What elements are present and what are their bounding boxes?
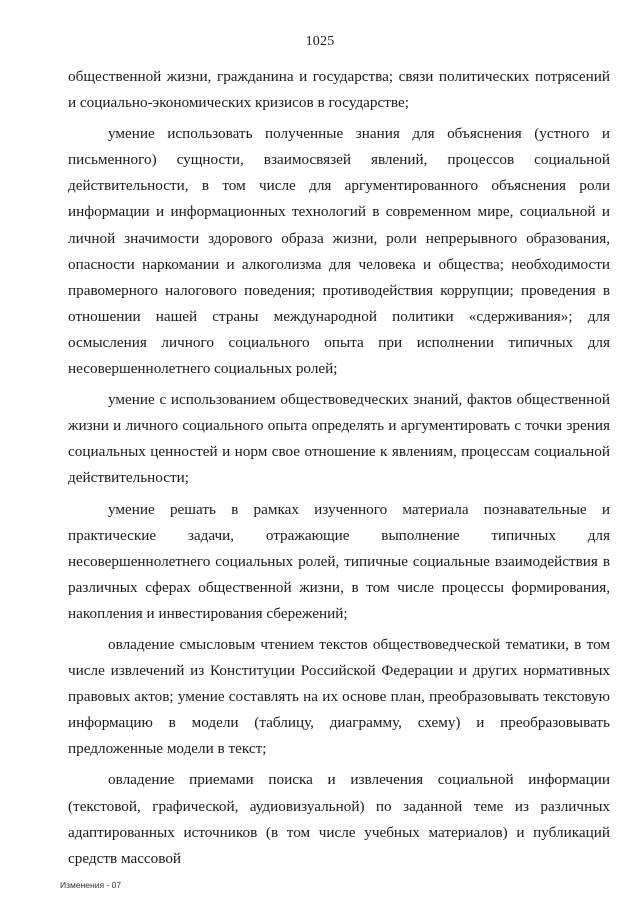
paragraph: умение с использованием обществоведческих знаний, фактов общественной жизни и личного социального опыта определять и аргументировать с точки зрения социальных ценностей и норм свое отношение к явлениям, процессам социальной действительности;: [68, 391, 610, 487]
paragraph: овладение приемами поиска и извлечения социальной информации (текстовой, графической, аудиовизуальной) по заданной теме из различных адаптированных источников (в том числе учебных материалов) и публикаций средств массовой: [68, 771, 610, 867]
paragraph: овладение смысловым чтением текстов обществоведческой тематики, в том числе извлечений из Конституции Российской Федерации и других нормативных правовых актов; умение составлять на их основе план, преобразовывать текстовую информацию в модели (таблицу, диаграмму, схему) и преобразовывать предложенные модели в текст;: [68, 635, 610, 758]
footer-note: Изменения - 07: [60, 880, 122, 890]
page-number: 1025: [305, 34, 335, 49]
paragraph: умение использовать полученные знания для объяснения (устного и письменного) сущности, взаимосвязей явлений, процессов социальной действительности, в том числе для аргументированного объяснения роли информации и информационных технологий в современном мире, социальной и личной значимости здорового образа жизни, роли непрерывного образования, опасности наркомании и алкоголизма для человека и общества; необходимости правомерного налогового поведения; противодействия коррупции; проведения в отношении нашей страны международной политики «сдерживания»; для осмысления личного социального опыта при исполнении типичных для несовершеннолетнего социальных ролей;: [68, 125, 610, 378]
paragraph: умение решать в рамках изученного материала познавательные и практические задачи, отражающие выполнение типичных для несовершеннолетнего социальных ролей, типичные социальные взаимодействия в различных сферах общественной жизни, в том числе процессы формирования, накопления и инвестирования сбережений;: [68, 500, 610, 622]
paragraph-continuation: общественной жизни, гражданина и государства; связи политических потрясений и социально-экономических кризисов в государстве;: [68, 68, 610, 112]
body-text: [68, 64, 610, 872]
